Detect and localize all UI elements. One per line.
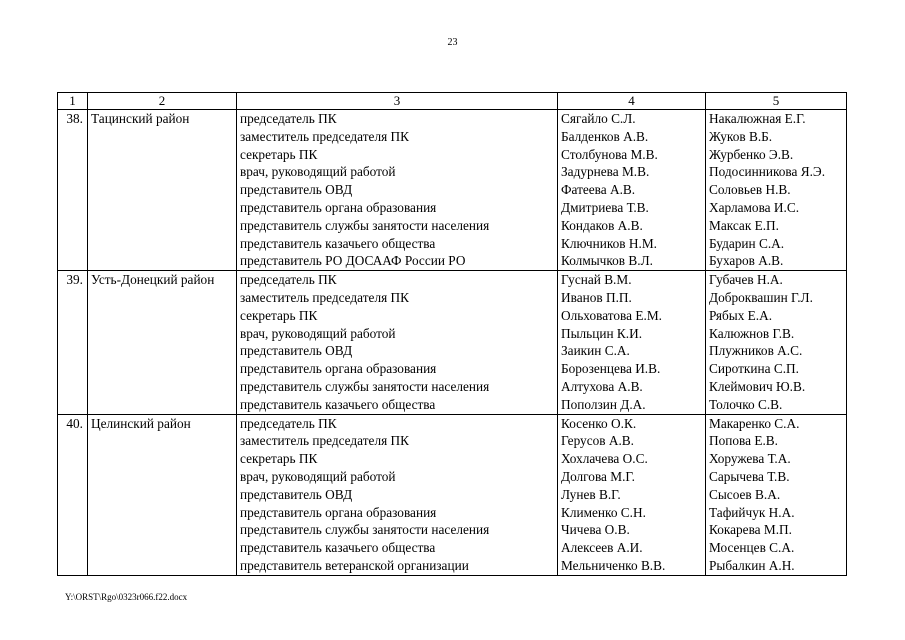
- member-name: Поползин Д.А.: [561, 396, 646, 412]
- members-cell: [558, 414, 706, 575]
- district-row: [58, 414, 847, 575]
- reserves-cell: [706, 110, 847, 271]
- reserve-member-name: Максак Е.П.: [709, 217, 779, 233]
- member-name: Столбунова М.В.: [561, 146, 658, 162]
- member-name: Ключников Н.М.: [561, 235, 657, 251]
- reserve-member-name: Сарычева Т.В.: [709, 468, 790, 484]
- reserve-member-name: Бухаров А.В.: [709, 253, 784, 269]
- members-cell: [558, 271, 706, 414]
- position-title: представитель ОВД: [240, 343, 353, 359]
- position-title: заместитель председателя ПК: [240, 128, 409, 144]
- reserve-member-name: Хоружева Т.А.: [709, 451, 791, 467]
- position-title: председатель ПК: [240, 272, 337, 288]
- member-name: Борозенцева И.В.: [561, 361, 661, 377]
- member-name: Иванов П.П.: [561, 289, 632, 305]
- position-title: председатель ПК: [240, 415, 337, 431]
- reserve-member-name: Кокарева М.П.: [709, 522, 792, 538]
- member-name: Косенко О.К.: [561, 415, 637, 431]
- reserve-member-name: Плужников А.С.: [709, 343, 803, 359]
- member-name: Чичева О.В.: [561, 522, 630, 538]
- reserve-member-name: Рябых Е.А.: [709, 307, 773, 323]
- position-title: представитель органа образования: [240, 361, 437, 377]
- position-title: секретарь ПК: [240, 146, 318, 162]
- reserve-member-name: Сироткина С.П.: [709, 361, 799, 377]
- column-header-3: 3: [237, 93, 558, 110]
- district-name: Целинский район: [91, 415, 191, 431]
- position-title: врач, руководящий работой: [240, 468, 396, 484]
- member-name: Долгова М.Г.: [561, 468, 635, 484]
- member-name: Пыльцин К.И.: [561, 325, 643, 341]
- position-title: представитель службы занятости населения: [240, 522, 490, 538]
- member-name: Алтухова А.В.: [561, 378, 643, 394]
- commission-table: [57, 92, 847, 576]
- position-title: врач, руководящий работой: [240, 325, 396, 341]
- member-name: Дмитриева Т.В.: [561, 199, 649, 215]
- position-title: представитель казачьего общества: [240, 540, 436, 556]
- position-title: представитель казачьего общества: [240, 235, 436, 251]
- district-name-cell: [88, 414, 237, 575]
- position-title: председатель ПК: [240, 111, 337, 126]
- district-row: [58, 110, 847, 271]
- member-name: Балденков А.В.: [561, 128, 649, 144]
- reserves-cell: [706, 271, 847, 414]
- district-number-cell: [58, 414, 88, 575]
- reserve-member-name: Доброквашин Г.Л.: [709, 289, 813, 305]
- position-title: представитель ОВД: [240, 486, 353, 502]
- reserve-member-name: Рыбалкин А.Н.: [709, 557, 795, 573]
- member-name: Гуснай В.М.: [561, 272, 632, 288]
- district-name: Тацинский район: [91, 111, 190, 126]
- reserve-member-name: Подосинникова Я.Э.: [709, 164, 826, 180]
- district-number-cell: [58, 271, 88, 414]
- district-name-cell: [88, 271, 237, 414]
- page-number: 23: [447, 37, 458, 48]
- position-title: представитель службы занятости населения: [240, 217, 490, 233]
- district-number-cell: [58, 110, 88, 271]
- file-path-footer: Y:\ORST\Rgo\0323r066.f22.docx: [65, 592, 188, 602]
- position-title: представитель РО ДОСААФ России РО: [240, 253, 466, 269]
- positions-cell: [237, 414, 558, 575]
- member-name: Колмычков В.Л.: [561, 253, 653, 269]
- member-name: Лунев В.Г.: [561, 486, 621, 502]
- reserve-member-name: Макаренко С.А.: [709, 415, 800, 431]
- reserve-member-name: Жуков В.Б.: [709, 128, 773, 144]
- column-header-4: 4: [558, 93, 706, 110]
- column-header-5: 5: [706, 93, 847, 110]
- member-name: Задурнева М.В.: [561, 164, 650, 180]
- header-row: [58, 93, 847, 110]
- position-title: представитель службы занятости населения: [240, 378, 490, 394]
- position-title: представитель органа образования: [240, 199, 437, 215]
- reserve-member-name: Соловьев Н.В.: [709, 182, 791, 198]
- column-header-2: 2: [88, 93, 237, 110]
- position-title: заместитель председателя ПК: [240, 433, 409, 449]
- member-name: Хохлачева О.С.: [561, 451, 648, 467]
- reserve-member-name: Сысоев В.А.: [709, 486, 781, 502]
- position-title: представитель ветеранской организации: [240, 557, 469, 573]
- member-name: Заикин С.А.: [561, 343, 630, 359]
- positions-cell: [237, 110, 558, 271]
- district-row: [58, 271, 847, 414]
- reserve-member-name: Бударин С.А.: [709, 235, 785, 251]
- member-name: Клименко С.Н.: [561, 504, 646, 520]
- reserve-member-name: Харламова И.С.: [709, 199, 800, 215]
- position-title: представитель казачьего общества: [240, 396, 436, 412]
- district-name-cell: [88, 110, 237, 271]
- position-title: секретарь ПК: [240, 307, 318, 323]
- member-name: Кондаков А.В.: [561, 217, 643, 233]
- member-name: Герусов А.В.: [561, 433, 634, 449]
- member-name: Ольховатова Е.М.: [561, 307, 662, 323]
- reserve-member-name: Накалюжная Е.Г.: [709, 111, 806, 126]
- position-title: заместитель председателя ПК: [240, 289, 409, 305]
- reserve-member-name: Калюжнов Г.В.: [709, 325, 795, 341]
- members-cell: [558, 110, 706, 271]
- reserves-cell: [706, 414, 847, 575]
- district-number: 39.: [66, 272, 83, 288]
- reserve-member-name: Тафийчук Н.А.: [709, 504, 795, 520]
- reserve-member-name: Губачев Н.А.: [709, 272, 783, 288]
- reserve-member-name: Попова Е.В.: [709, 433, 778, 449]
- member-name: Мельниченко В.В.: [561, 557, 666, 573]
- position-title: врач, руководящий работой: [240, 164, 396, 180]
- member-name: Сягайло С.Л.: [561, 111, 636, 126]
- district-number: 38.: [66, 111, 83, 126]
- reserve-member-name: Журбенко Э.В.: [709, 146, 794, 162]
- reserve-member-name: Клеймович Ю.В.: [709, 378, 806, 394]
- position-title: представитель органа образования: [240, 504, 437, 520]
- column-header-1: 1: [58, 93, 88, 110]
- district-name: Усть-Донецкий район: [91, 272, 215, 288]
- positions-cell: [237, 271, 558, 414]
- member-name: Алексеев А.И.: [561, 540, 643, 556]
- reserve-member-name: Мосенцев С.А.: [709, 540, 795, 556]
- reserve-member-name: Толочко С.В.: [709, 396, 783, 412]
- position-title: представитель ОВД: [240, 182, 353, 198]
- member-name: Фатеева А.В.: [561, 182, 636, 198]
- position-title: секретарь ПК: [240, 451, 318, 467]
- district-number: 40.: [66, 415, 83, 431]
